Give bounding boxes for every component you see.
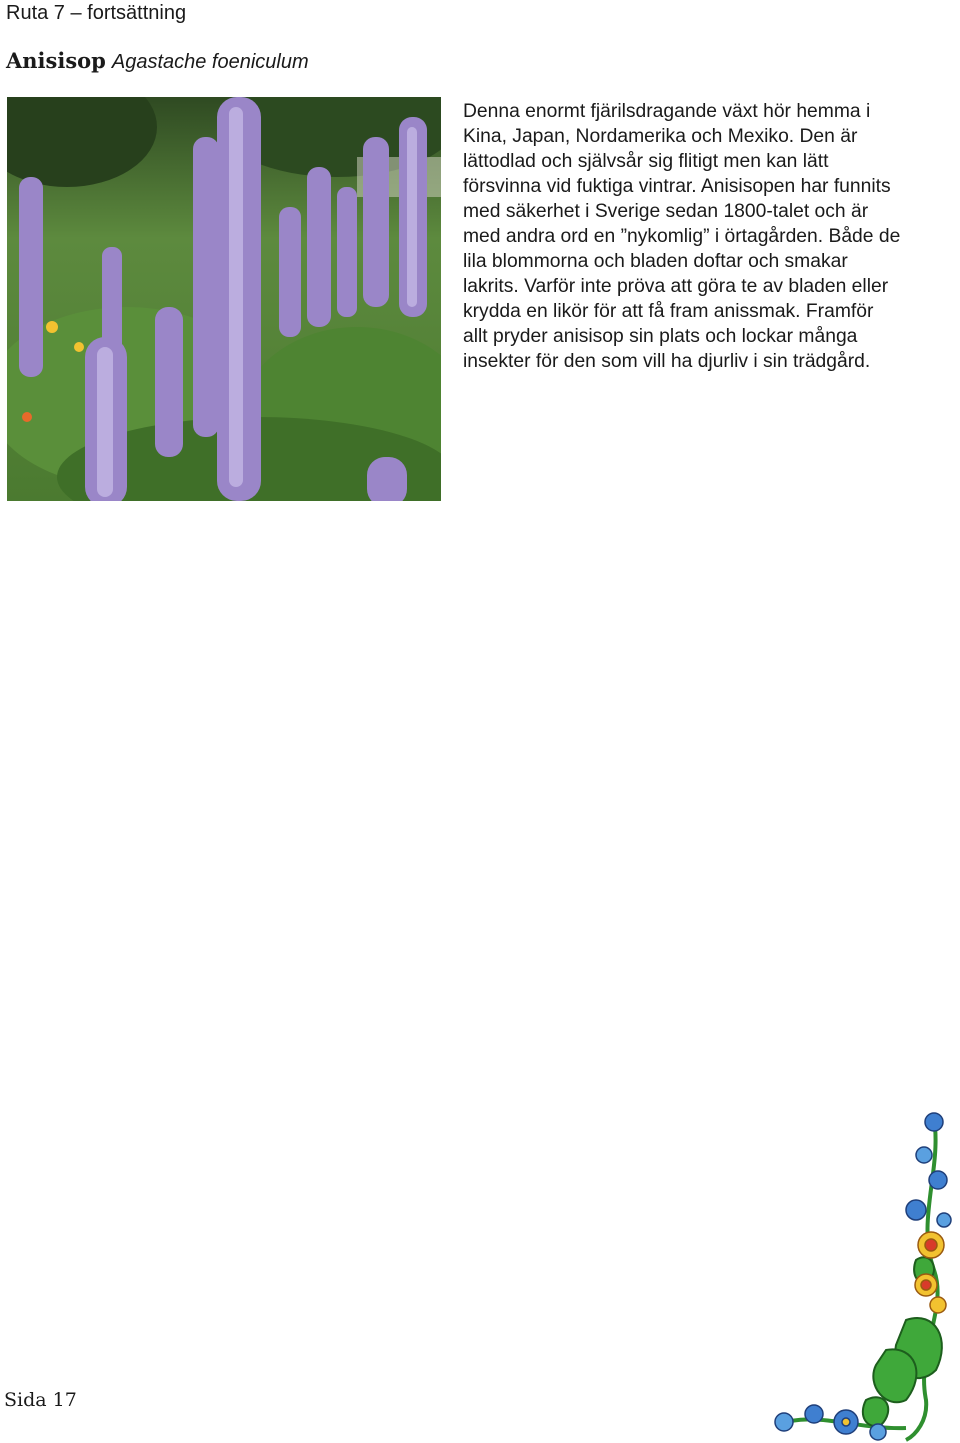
plant-photo [7, 97, 441, 501]
floral-corner-ornament [766, 1110, 960, 1443]
plant-latin-name: Agastache foeniculum [111, 51, 309, 73]
plant-common-name: Anisisop [6, 48, 106, 73]
plant-description: Denna enormt fjärilsdragande växt hör hemma i Kina, Japan, Nordamerika och Mexiko. Den är lättodlad och självsår sig flitigt men kan lätt försvinna vid fuktiga vintrar. Anisisopen har funnits med säkerhet i Sverige sedan 1800-talet och är med andra ord en ”nykomlig” i örtagården. Både de lila blommorna och bladen doftar och smakar lakrits. Varför inte pröva att göra te av bladen eller krydda en likör för att få fram anissmak. Framför allt pryder anisisop sin plats och lockar många insekter för den som vill ha djurliv i sin trädgård. [463, 101, 901, 372]
plant-heading [6, 48, 309, 74]
page-number: Sida 17 [4, 1389, 77, 1411]
section-label: Ruta 7 – fortsättning [6, 2, 187, 24]
